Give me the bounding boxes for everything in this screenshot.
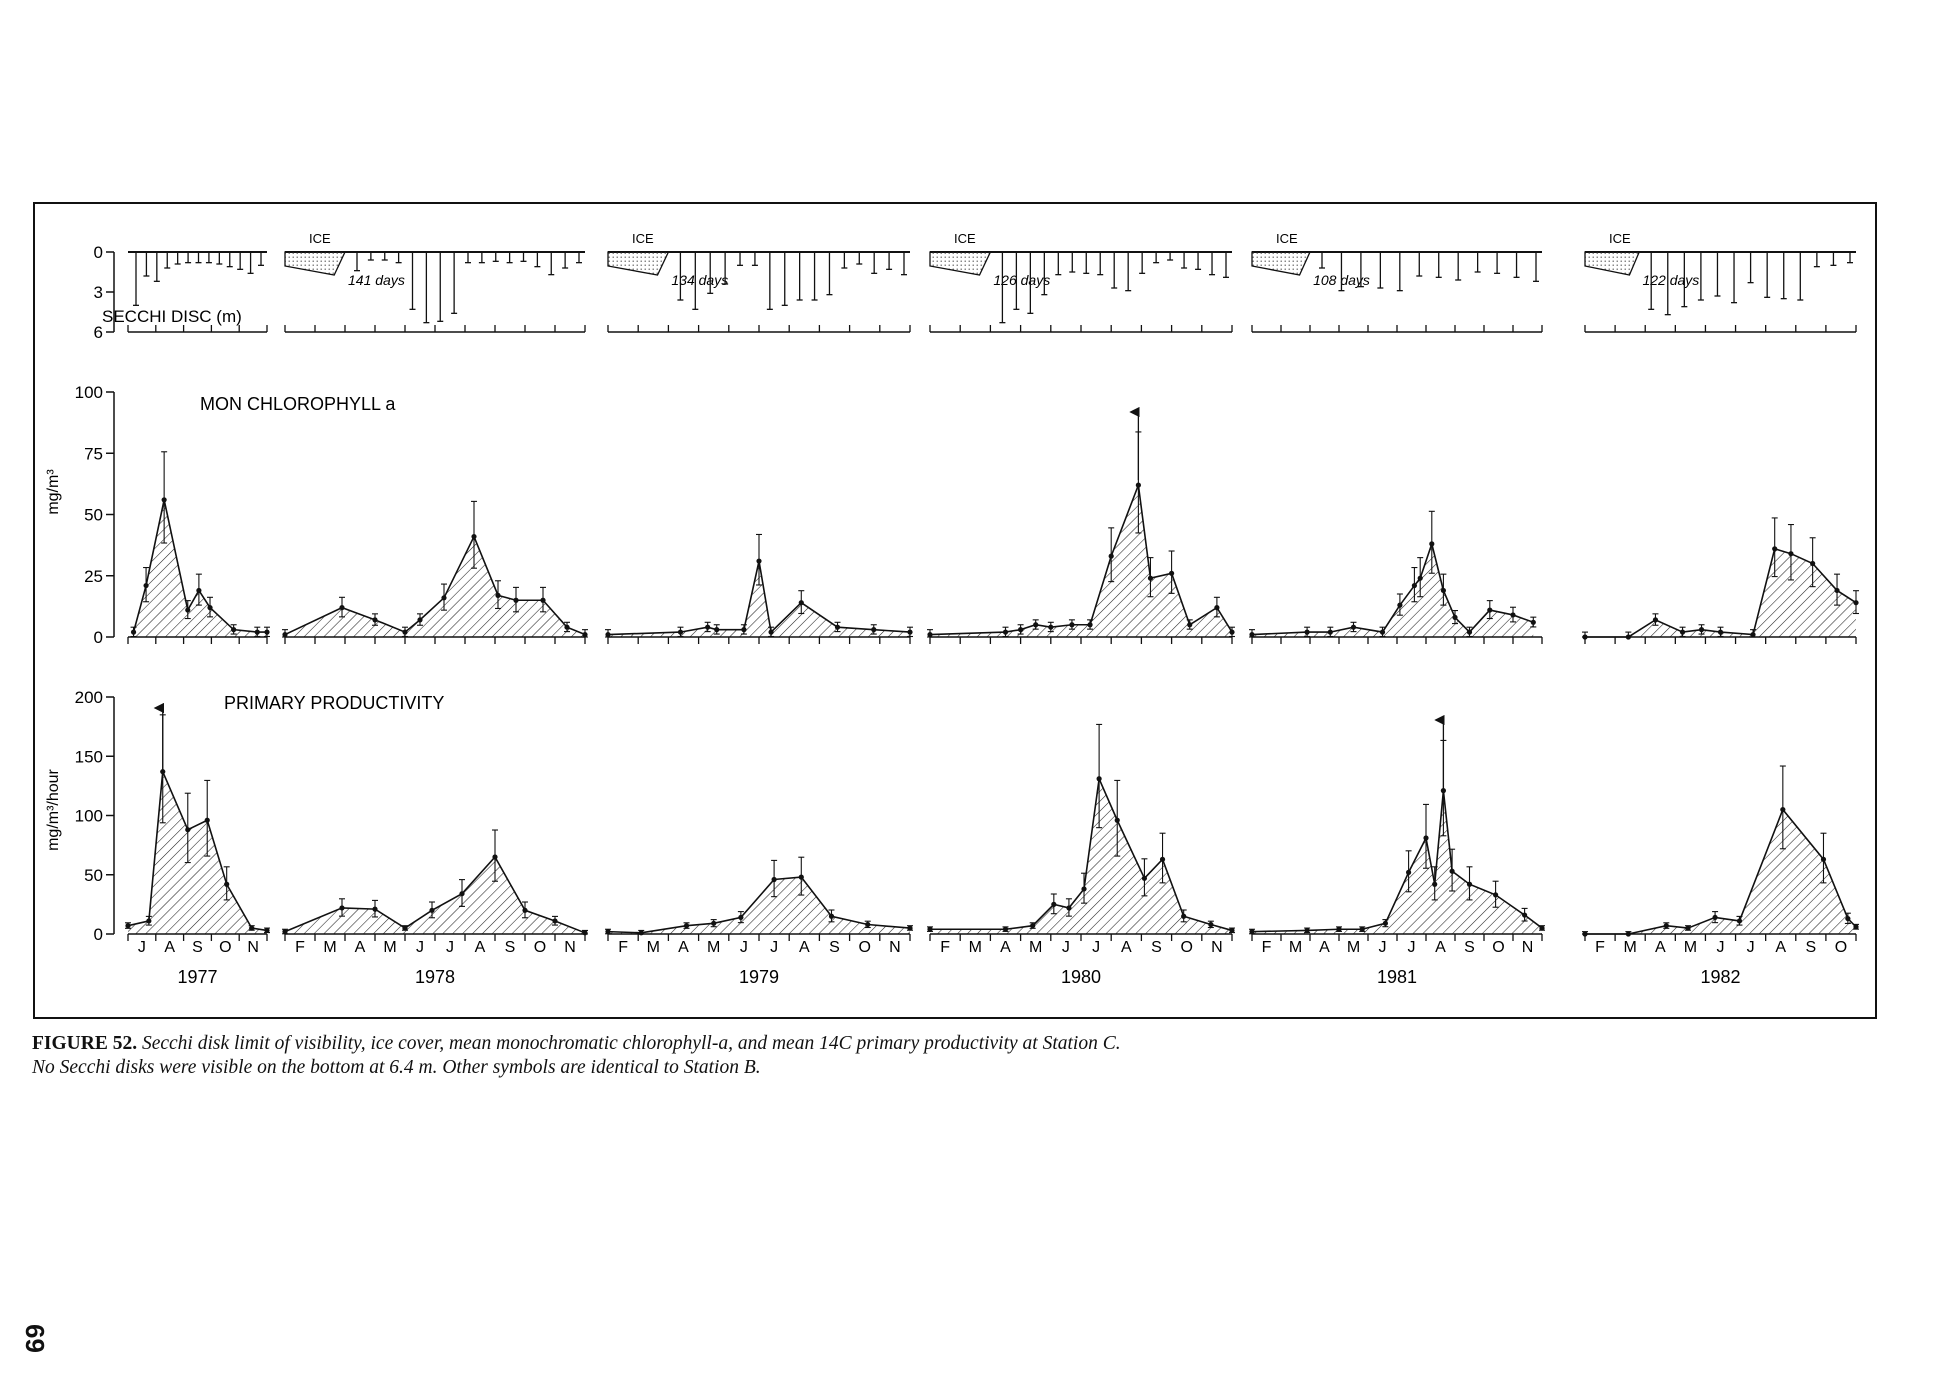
productivity-y-tick-label: 50 <box>84 865 103 885</box>
productivity-point <box>1467 882 1472 887</box>
chlorophyll-point <box>1069 622 1074 627</box>
productivity-area-1981 <box>1252 791 1542 934</box>
chlorophyll-point <box>1397 603 1402 608</box>
productivity-point <box>492 854 497 859</box>
productivity-point <box>1051 902 1056 907</box>
productivity-point <box>1097 776 1102 781</box>
chlorophyll-point <box>185 607 190 612</box>
productivity-point <box>1142 876 1147 881</box>
productivity-area-1977 <box>128 772 267 934</box>
chlorophyll-point <box>1531 620 1536 625</box>
productivity-area-1980 <box>930 779 1232 934</box>
productivity-point <box>865 922 870 927</box>
chlorophyll-point <box>196 588 201 593</box>
productivity-point <box>1493 892 1498 897</box>
month-label: J <box>1378 939 1387 956</box>
chlorophyll-point <box>207 605 212 610</box>
figure-label: FIGURE 52. <box>32 1033 138 1054</box>
productivity-point <box>146 918 151 923</box>
productivity-point <box>1432 882 1437 887</box>
month-label: F <box>940 939 950 956</box>
productivity-point <box>372 907 377 912</box>
month-label: O <box>1180 939 1193 956</box>
figure-frame <box>34 203 1876 1018</box>
month-label: J <box>416 939 424 956</box>
productivity-point <box>1115 818 1120 823</box>
month-label: M <box>968 939 982 956</box>
chlorophyll-point <box>1718 630 1723 635</box>
ice-days-label: 126 days <box>993 272 1051 288</box>
month-label: A <box>678 939 689 956</box>
productivity-point <box>829 914 834 919</box>
productivity-point <box>1712 915 1717 920</box>
chlorophyll-point <box>1109 554 1114 559</box>
chlorophyll-point <box>768 630 773 635</box>
chlorophyll-point <box>1699 627 1704 632</box>
chlorophyll-point <box>143 583 148 588</box>
ice-days-label: 141 days <box>348 272 405 288</box>
month-label: A <box>1435 939 1446 956</box>
month-label: O <box>219 939 232 956</box>
month-label: A <box>1000 939 1011 956</box>
page-number: 69 <box>20 1324 50 1353</box>
productivity-area-1979 <box>608 877 910 934</box>
secchi-panel-label: SECCHI DISC (m) <box>102 307 242 326</box>
month-label: F <box>1261 939 1272 956</box>
productivity-point <box>185 827 190 832</box>
secchi-y-tick-label: 3 <box>93 283 103 302</box>
chlorophyll-point <box>1510 612 1515 617</box>
month-label: M <box>323 939 337 956</box>
month-label: O <box>858 939 871 956</box>
month-label: N <box>564 939 576 956</box>
productivity-point <box>224 882 229 887</box>
chlorophyll-area-1977 <box>134 500 267 637</box>
chlorophyll-y-tick-label: 0 <box>93 628 103 647</box>
chlorophyll-point <box>540 598 545 603</box>
month-label: F <box>1595 939 1605 956</box>
chlorophyll-point <box>1328 630 1333 635</box>
productivity-y-tick-label: 100 <box>74 806 103 826</box>
productivity-point <box>1305 928 1310 933</box>
chlorophyll-point <box>231 627 236 632</box>
chlorophyll-point <box>678 630 683 635</box>
chlorophyll-area-1982 <box>1585 549 1856 637</box>
ice-label: ICE <box>1609 231 1631 246</box>
chlorophyll-point <box>1087 622 1092 627</box>
month-label: M <box>1623 939 1637 956</box>
chlorophyll-panel <box>75 383 1859 647</box>
chlorophyll-point <box>131 630 136 635</box>
ice-label: ICE <box>1276 231 1298 246</box>
ice-cover-wedge <box>930 252 990 275</box>
month-label: M <box>383 939 397 956</box>
month-label: F <box>618 939 628 956</box>
chlorophyll-point <box>1810 561 1815 566</box>
chlorophyll-point <box>1429 541 1434 546</box>
chlorophyll-point <box>1169 571 1174 576</box>
chlorophyll-point <box>1418 576 1423 581</box>
chlorophyll-point <box>564 625 569 630</box>
ice-label: ICE <box>954 231 976 246</box>
chlorophyll-point <box>1412 583 1417 588</box>
productivity-point <box>249 925 254 930</box>
productivity-point <box>1450 869 1455 874</box>
productivity-point <box>1685 925 1690 930</box>
month-label: S <box>504 939 516 956</box>
chlorophyll-y-axis-label: mg/m³ <box>45 469 62 515</box>
productivity-point <box>1066 905 1071 910</box>
productivity-y-tick-label: 0 <box>93 925 103 944</box>
chlorophyll-point <box>1680 630 1685 635</box>
productivity-point <box>1423 835 1428 840</box>
productivity-point <box>1821 857 1826 862</box>
year-label: 1981 <box>1376 967 1418 987</box>
month-label: O <box>1834 939 1848 956</box>
productivity-point <box>1853 924 1858 929</box>
month-label: O <box>533 939 547 956</box>
month-label: A <box>1654 939 1666 956</box>
chlorophyll-point <box>741 627 746 632</box>
chlorophyll-y-tick-label: 100 <box>74 383 103 402</box>
chlorophyll-point <box>1487 607 1492 612</box>
productivity-point <box>1664 923 1669 928</box>
month-label: M <box>1683 939 1698 956</box>
month-label: A <box>1120 939 1132 956</box>
ice-label: ICE <box>632 231 654 246</box>
chlorophyll-point <box>255 630 260 635</box>
ice-cover-wedge <box>608 252 668 275</box>
chlorophyll-point <box>1351 625 1356 630</box>
month-label: J <box>1061 939 1070 956</box>
productivity-y-tick-label: 150 <box>74 747 103 767</box>
month-label: S <box>1151 939 1162 956</box>
ice-label: ICE <box>309 231 331 246</box>
year-label: 1977 <box>177 967 218 987</box>
ice-cover-wedge <box>1252 252 1310 275</box>
month-label: J <box>1716 939 1725 956</box>
month-label: S <box>829 939 840 956</box>
productivity-y-tick-label: 200 <box>74 688 103 707</box>
chlorophyll-point <box>1148 576 1153 581</box>
chlorophyll-point <box>1214 605 1219 610</box>
ice-cover-wedge <box>1585 252 1639 275</box>
productivity-point <box>125 923 130 928</box>
chlorophyll-panel-label: MON CHLOROPHYLL a <box>200 394 396 414</box>
chlorophyll-point <box>1003 630 1008 635</box>
month-label: A <box>164 939 176 956</box>
month-label: A <box>798 939 810 956</box>
month-label: O <box>1492 939 1505 956</box>
chlorophyll-point <box>1229 630 1234 635</box>
chlorophyll-point <box>1305 630 1310 635</box>
productivity-area-1978 <box>285 857 585 934</box>
chlorophyll-point <box>1441 588 1446 593</box>
productivity-point <box>1003 927 1008 932</box>
chlorophyll-point <box>417 617 422 622</box>
chlorophyll-point <box>264 630 269 635</box>
month-label: M <box>707 939 721 956</box>
productivity-point <box>522 908 527 913</box>
chlorophyll-point <box>705 625 710 630</box>
productivity-point <box>1336 927 1341 932</box>
month-label: A <box>1319 939 1330 956</box>
productivity-y-axis-label: mg/m³/hour <box>45 769 62 851</box>
chlorophyll-point <box>1788 551 1793 556</box>
month-label: S <box>1805 939 1817 956</box>
chlorophyll-point <box>1380 630 1385 635</box>
productivity-point <box>1406 870 1411 875</box>
productivity-point <box>1208 922 1213 927</box>
chlorophyll-point <box>1853 600 1858 605</box>
productivity-point <box>429 908 434 913</box>
productivity-point <box>927 927 932 932</box>
chlorophyll-point <box>513 598 518 603</box>
month-label: M <box>1346 939 1361 956</box>
chlorophyll-point <box>1187 622 1192 627</box>
productivity-point <box>772 877 777 882</box>
month-label: M <box>1029 939 1043 956</box>
chlorophyll-point <box>1452 615 1457 620</box>
chlorophyll-point <box>1048 625 1053 630</box>
ice-days-label: 122 days <box>1642 272 1700 288</box>
chlorophyll-point <box>1834 588 1839 593</box>
chlorophyll-point <box>162 497 167 502</box>
month-label: J <box>1092 939 1101 956</box>
month-label: N <box>1521 939 1534 956</box>
chlorophyll-point <box>1018 627 1023 632</box>
productivity-point <box>1229 928 1234 933</box>
chlorophyll-point <box>1653 617 1658 622</box>
productivity-point <box>339 905 344 910</box>
year-label: 1982 <box>1700 967 1741 987</box>
chlorophyll-y-tick-label: 25 <box>84 566 103 586</box>
chlorophyll-area-1978 <box>285 537 585 637</box>
productivity-point <box>1539 925 1544 930</box>
chlorophyll-point <box>372 617 377 622</box>
chlorophyll-y-tick-label: 75 <box>84 444 103 464</box>
productivity-point <box>1383 921 1388 926</box>
month-label: J <box>770 939 779 956</box>
month-axis <box>138 939 1847 987</box>
chlorophyll-y-tick-label: 50 <box>84 505 103 525</box>
productivity-point <box>1522 912 1527 917</box>
figure-caption <box>32 1032 1142 1080</box>
chlorophyll-point <box>835 625 840 630</box>
productivity-point <box>1780 807 1785 812</box>
ice-days-label: 134 days <box>671 272 729 288</box>
month-label: A <box>474 939 486 956</box>
chlorophyll-area-1981 <box>1252 544 1533 637</box>
month-label: N <box>889 939 901 956</box>
month-label: N <box>1211 939 1223 956</box>
ice-cover-wedge <box>285 252 345 275</box>
month-label: A <box>354 939 366 956</box>
productivity-point <box>711 921 716 926</box>
chlorophyll-point <box>441 595 446 600</box>
productivity-point <box>1845 916 1850 921</box>
productivity-point <box>1181 914 1186 919</box>
month-label: S <box>192 939 203 956</box>
productivity-point <box>684 923 689 928</box>
secchi-y-tick-label: 0 <box>93 243 103 262</box>
chlorophyll-line-1980 <box>930 485 1232 634</box>
productivity-point <box>552 918 557 923</box>
year-label: 1978 <box>414 967 456 987</box>
year-label: 1979 <box>738 967 780 987</box>
chlorophyll-point <box>714 627 719 632</box>
productivity-point <box>1160 857 1165 862</box>
chlorophyll-point <box>1033 622 1038 627</box>
figure-caption-text: Secchi disk limit of visibility, ice cover, mean monochromatic chlorophyll-a, and mean 14C primary productivity at Station C. No Secchi disks were visible on the bottom at 6.4 m. Other symbols are identical to Station B. <box>32 1033 1121 1078</box>
month-label: J <box>739 939 748 956</box>
month-label: S <box>1464 939 1475 956</box>
chlorophyll-point <box>495 593 500 598</box>
chlorophyll-point <box>799 600 804 605</box>
productivity-panel-label: PRIMARY PRODUCTIVITY <box>224 693 445 713</box>
chlorophyll-point <box>471 534 476 539</box>
productivity-point <box>1360 927 1365 932</box>
chlorophyll-point <box>907 630 912 635</box>
ice-days-label: 108 days <box>1313 272 1370 288</box>
productivity-point <box>799 875 804 880</box>
productivity-point <box>402 925 407 930</box>
productivity-point <box>264 928 269 933</box>
productivity-point <box>205 818 210 823</box>
productivity-panel <box>75 688 1859 944</box>
month-label: J <box>446 939 454 956</box>
chlorophyll-point <box>1467 630 1472 635</box>
productivity-point <box>1081 886 1086 891</box>
month-label: J <box>137 939 146 956</box>
chlorophyll-point <box>1772 546 1777 551</box>
chlorophyll-point <box>1136 483 1141 488</box>
chlorophyll-point <box>402 630 407 635</box>
chlorophyll-point <box>339 605 344 610</box>
month-label: J <box>1407 939 1416 956</box>
chlorophyll-point <box>871 627 876 632</box>
productivity-point <box>1737 918 1742 923</box>
secchi-y-tick-label: 6 <box>93 323 103 342</box>
secchi-panel <box>94 231 1856 342</box>
year-label: 1980 <box>1060 967 1102 987</box>
month-label: M <box>1288 939 1303 956</box>
productivity-point <box>459 891 464 896</box>
month-label: N <box>247 939 259 956</box>
productivity-point <box>738 915 743 920</box>
month-label: M <box>646 939 660 956</box>
productivity-point <box>1030 923 1035 928</box>
productivity-area-1982 <box>1585 810 1856 934</box>
month-label: A <box>1775 939 1787 956</box>
productivity-point <box>907 925 912 930</box>
chlorophyll-point <box>756 558 761 563</box>
month-label: J <box>1746 939 1755 956</box>
month-label: F <box>295 939 305 956</box>
